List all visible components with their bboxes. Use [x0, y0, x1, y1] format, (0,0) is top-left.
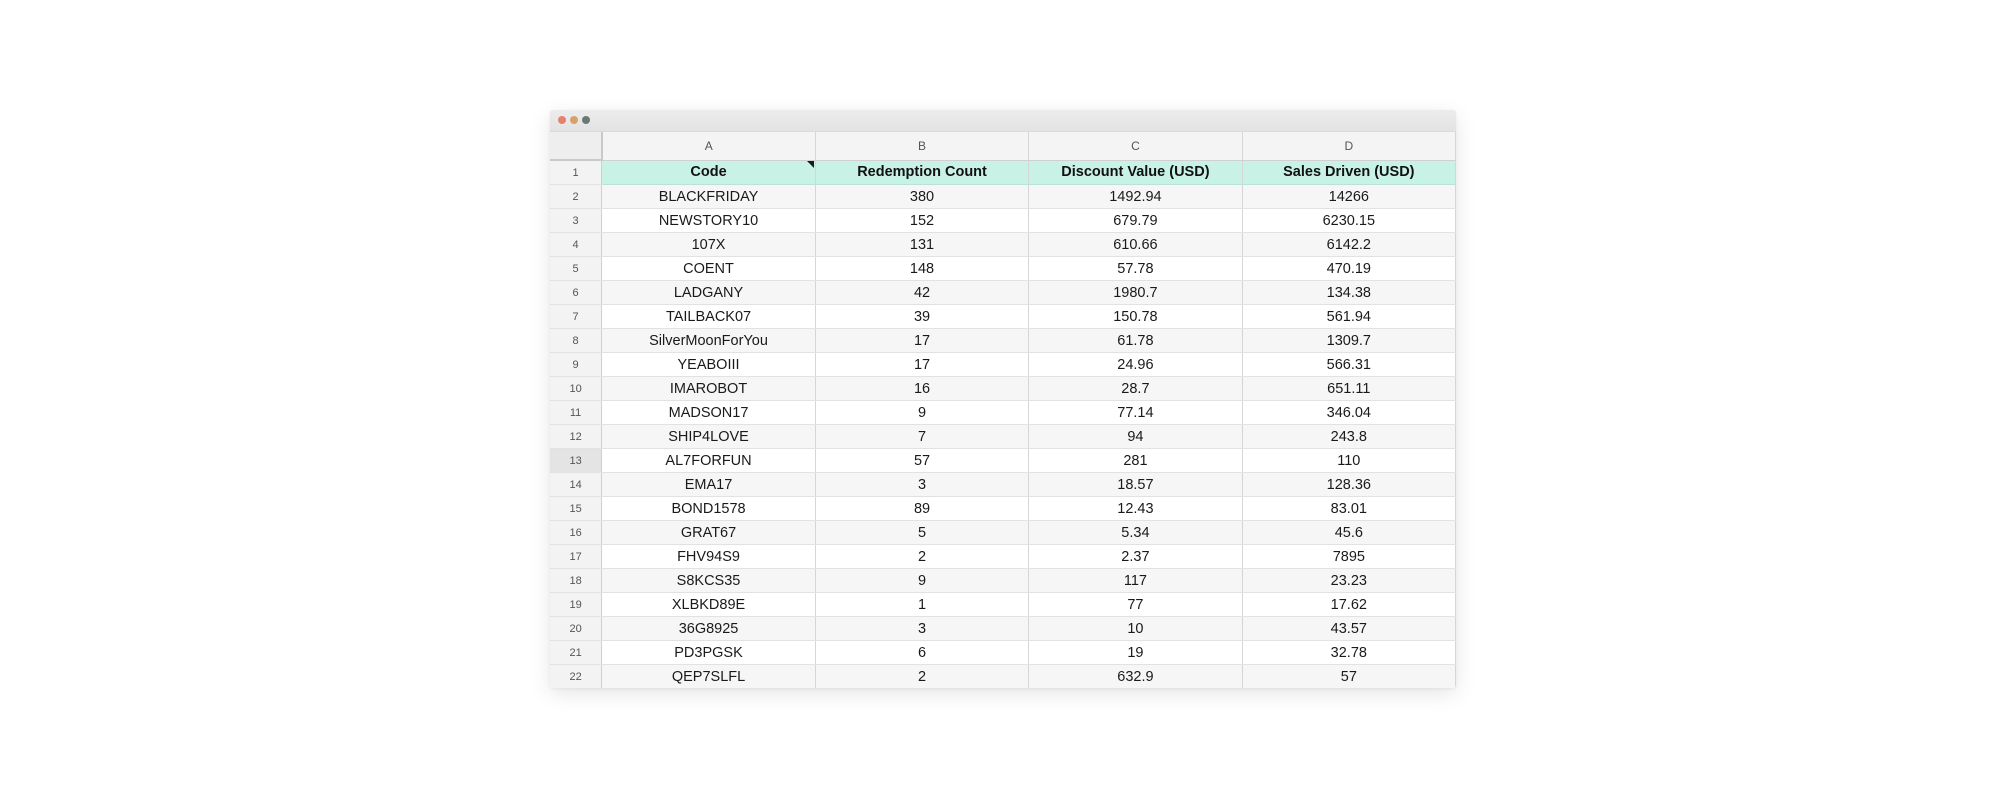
cell-sales-driven[interactable]: 346.04	[1242, 401, 1455, 425]
cell-sales-driven[interactable]: 14266	[1242, 185, 1455, 209]
cell-sales-driven[interactable]: 57	[1242, 665, 1455, 689]
cell-redemption-count[interactable]: 17	[815, 329, 1028, 353]
row-number[interactable]: 2	[550, 185, 602, 209]
cell-discount-value[interactable]: 12.43	[1029, 497, 1242, 521]
row-number[interactable]: 16	[550, 521, 602, 545]
table-row	[550, 305, 1456, 329]
cell-discount-value[interactable]: 150.78	[1029, 305, 1242, 329]
cell-redemption-count[interactable]: 9	[815, 401, 1028, 425]
cell-code[interactable]: 107X	[602, 233, 816, 257]
row-number[interactable]: 22	[550, 665, 602, 689]
cell-sales-driven[interactable]: 134.38	[1242, 281, 1455, 305]
zoom-window-button[interactable]	[582, 116, 590, 124]
cell-sales-driven[interactable]: 43.57	[1242, 617, 1455, 641]
cell-code[interactable]: 36G8925	[602, 617, 816, 641]
row-number[interactable]: 14	[550, 473, 602, 497]
cell-code[interactable]: PD3PGSK	[602, 641, 816, 665]
cell-discount-value[interactable]: 5.34	[1029, 521, 1242, 545]
column-header-a[interactable]: A	[602, 132, 816, 160]
cell-sales-driven[interactable]: 128.36	[1242, 473, 1455, 497]
table-row	[550, 593, 1456, 617]
cell-code[interactable]: SilverMoonForYou	[602, 329, 816, 353]
cell-code[interactable]: NEWSTORY10	[602, 209, 816, 233]
cell-code[interactable]: LADGANY	[602, 281, 816, 305]
table-row	[550, 209, 1456, 233]
cell-discount-value[interactable]: 18.57	[1029, 473, 1242, 497]
table-row	[550, 617, 1456, 641]
table-row	[550, 449, 1456, 473]
cell-redemption-count[interactable]: 2	[815, 665, 1028, 689]
cell-redemption-count[interactable]: 2	[815, 545, 1028, 569]
cell-code[interactable]: TAILBACK07	[602, 305, 816, 329]
cell-sales-driven[interactable]: 7895	[1242, 545, 1455, 569]
cell-discount-value[interactable]: 281	[1029, 449, 1242, 473]
cell-code[interactable]: IMAROBOT	[602, 377, 816, 401]
row-number[interactable]: 4	[550, 233, 602, 257]
cell-sales-driven[interactable]: 470.19	[1242, 257, 1455, 281]
cell-sales-driven[interactable]: 561.94	[1242, 305, 1455, 329]
cell-sales-driven[interactable]: 45.6	[1242, 521, 1455, 545]
cell-redemption-count[interactable]: 380	[815, 185, 1028, 209]
sheet-table	[550, 132, 1456, 688]
cell-code[interactable]: GRAT67	[602, 521, 816, 545]
cell-discount-value[interactable]: 610.66	[1029, 233, 1242, 257]
cell-discount-value[interactable]: 1980.7	[1029, 281, 1242, 305]
cell-redemption-count[interactable]: 39	[815, 305, 1028, 329]
row-number[interactable]: 7	[550, 305, 602, 329]
table-row	[550, 329, 1456, 353]
select-all-corner[interactable]	[550, 132, 602, 160]
header-cell-sales-driven[interactable]: Sales Driven (USD)	[1242, 160, 1455, 185]
cell-redemption-count[interactable]: 148	[815, 257, 1028, 281]
table-row	[550, 257, 1456, 281]
cell-sales-driven[interactable]: 23.23	[1242, 569, 1455, 593]
row-number[interactable]: 1	[550, 160, 602, 185]
cell-redemption-count[interactable]: 152	[815, 209, 1028, 233]
cell-sales-driven[interactable]: 651.11	[1242, 377, 1455, 401]
cell-sales-driven[interactable]: 243.8	[1242, 425, 1455, 449]
row-number[interactable]: 21	[550, 641, 602, 665]
row-number[interactable]: 10	[550, 377, 602, 401]
cell-sales-driven[interactable]: 110	[1242, 449, 1455, 473]
table-row	[550, 425, 1456, 449]
table-row	[550, 185, 1456, 209]
cell-discount-value[interactable]: 2.37	[1029, 545, 1242, 569]
cell-code[interactable]: AL7FORFUN	[602, 449, 816, 473]
cell-discount-value[interactable]: 24.96	[1029, 353, 1242, 377]
close-window-button[interactable]	[558, 116, 566, 124]
cell-redemption-count[interactable]: 5	[815, 521, 1028, 545]
cell-discount-value[interactable]: 77.14	[1029, 401, 1242, 425]
column-header-b[interactable]: B	[815, 132, 1028, 160]
cell-redemption-count[interactable]: 131	[815, 233, 1028, 257]
cell-redemption-count[interactable]: 57	[815, 449, 1028, 473]
filter-corner-icon[interactable]	[807, 161, 814, 168]
cell-code[interactable]: MADSON17	[602, 401, 816, 425]
cell-discount-value[interactable]: 94	[1029, 425, 1242, 449]
row-number[interactable]: 3	[550, 209, 602, 233]
row-number[interactable]: 19	[550, 593, 602, 617]
column-header-c[interactable]: C	[1029, 132, 1242, 160]
row-number[interactable]: 15	[550, 497, 602, 521]
cell-code[interactable]: XLBKD89E	[602, 593, 816, 617]
cell-discount-value[interactable]: 632.9	[1029, 665, 1242, 689]
cell-discount-value[interactable]: 117	[1029, 569, 1242, 593]
row-number[interactable]: 12	[550, 425, 602, 449]
cell-sales-driven[interactable]: 32.78	[1242, 641, 1455, 665]
cell-code[interactable]: YEABOIII	[602, 353, 816, 377]
title-bar	[550, 110, 1456, 132]
cell-redemption-count[interactable]: 16	[815, 377, 1028, 401]
row-number[interactable]: 11	[550, 401, 602, 425]
cell-redemption-count[interactable]: 1	[815, 593, 1028, 617]
table-row	[550, 545, 1456, 569]
header-cell-label: Code	[690, 164, 727, 181]
cell-redemption-count[interactable]: 3	[815, 473, 1028, 497]
cell-redemption-count[interactable]: 17	[815, 353, 1028, 377]
header-cell-code[interactable]	[602, 160, 816, 185]
cell-discount-value[interactable]: 19	[1029, 641, 1242, 665]
table-row	[550, 473, 1456, 497]
cell-code[interactable]: BOND1578	[602, 497, 816, 521]
table-row	[550, 497, 1456, 521]
table-row	[550, 377, 1456, 401]
table-row	[550, 569, 1456, 593]
cell-redemption-count[interactable]: 3	[815, 617, 1028, 641]
cell-redemption-count[interactable]: 42	[815, 281, 1028, 305]
column-header-row	[550, 132, 1456, 160]
cell-code[interactable]: SHIP4LOVE	[602, 425, 816, 449]
row-number[interactable]: 13	[550, 449, 602, 473]
row-number[interactable]: 8	[550, 329, 602, 353]
cell-sales-driven[interactable]: 6230.15	[1242, 209, 1455, 233]
cell-sales-driven[interactable]: 83.01	[1242, 497, 1455, 521]
cell-redemption-count[interactable]: 9	[815, 569, 1028, 593]
cell-code[interactable]: BLACKFRIDAY	[602, 185, 816, 209]
cell-redemption-count[interactable]: 89	[815, 497, 1028, 521]
spreadsheet-grid	[550, 132, 1456, 688]
cell-discount-value[interactable]: 57.78	[1029, 257, 1242, 281]
row-number[interactable]: 18	[550, 569, 602, 593]
cell-code[interactable]: S8KCS35	[602, 569, 816, 593]
table-row	[550, 353, 1456, 377]
cell-redemption-count[interactable]: 7	[815, 425, 1028, 449]
cell-code[interactable]: COENT	[602, 257, 816, 281]
row-number[interactable]: 9	[550, 353, 602, 377]
cell-discount-value[interactable]: 28.7	[1029, 377, 1242, 401]
cell-discount-value[interactable]: 679.79	[1029, 209, 1242, 233]
header-cell-discount-value[interactable]: Discount Value (USD)	[1029, 160, 1242, 185]
row-number[interactable]: 6	[550, 281, 602, 305]
table-row	[550, 665, 1456, 689]
row-number[interactable]: 17	[550, 545, 602, 569]
cell-sales-driven[interactable]: 17.62	[1242, 593, 1455, 617]
table-row	[550, 401, 1456, 425]
minimize-window-button[interactable]	[570, 116, 578, 124]
table-row	[550, 281, 1456, 305]
cell-discount-value[interactable]: 61.78	[1029, 329, 1242, 353]
cell-sales-driven[interactable]: 566.31	[1242, 353, 1455, 377]
cell-code[interactable]: EMA17	[602, 473, 816, 497]
header-cell-redemption-count[interactable]: Redemption Count	[815, 160, 1028, 185]
table-row	[550, 641, 1456, 665]
cell-sales-driven[interactable]: 6142.2	[1242, 233, 1455, 257]
row-number[interactable]: 5	[550, 257, 602, 281]
cell-code[interactable]: FHV94S9	[602, 545, 816, 569]
cell-discount-value[interactable]: 77	[1029, 593, 1242, 617]
cell-discount-value[interactable]: 10	[1029, 617, 1242, 641]
cell-sales-driven[interactable]: 1309.7	[1242, 329, 1455, 353]
table-row	[550, 521, 1456, 545]
header-data-row	[550, 160, 1456, 185]
cell-code[interactable]: QEP7SLFL	[602, 665, 816, 689]
column-header-d[interactable]: D	[1242, 132, 1455, 160]
table-row	[550, 233, 1456, 257]
row-number[interactable]: 20	[550, 617, 602, 641]
cell-redemption-count[interactable]: 6	[815, 641, 1028, 665]
cell-discount-value[interactable]: 1492.94	[1029, 185, 1242, 209]
spreadsheet-window	[550, 110, 1456, 688]
